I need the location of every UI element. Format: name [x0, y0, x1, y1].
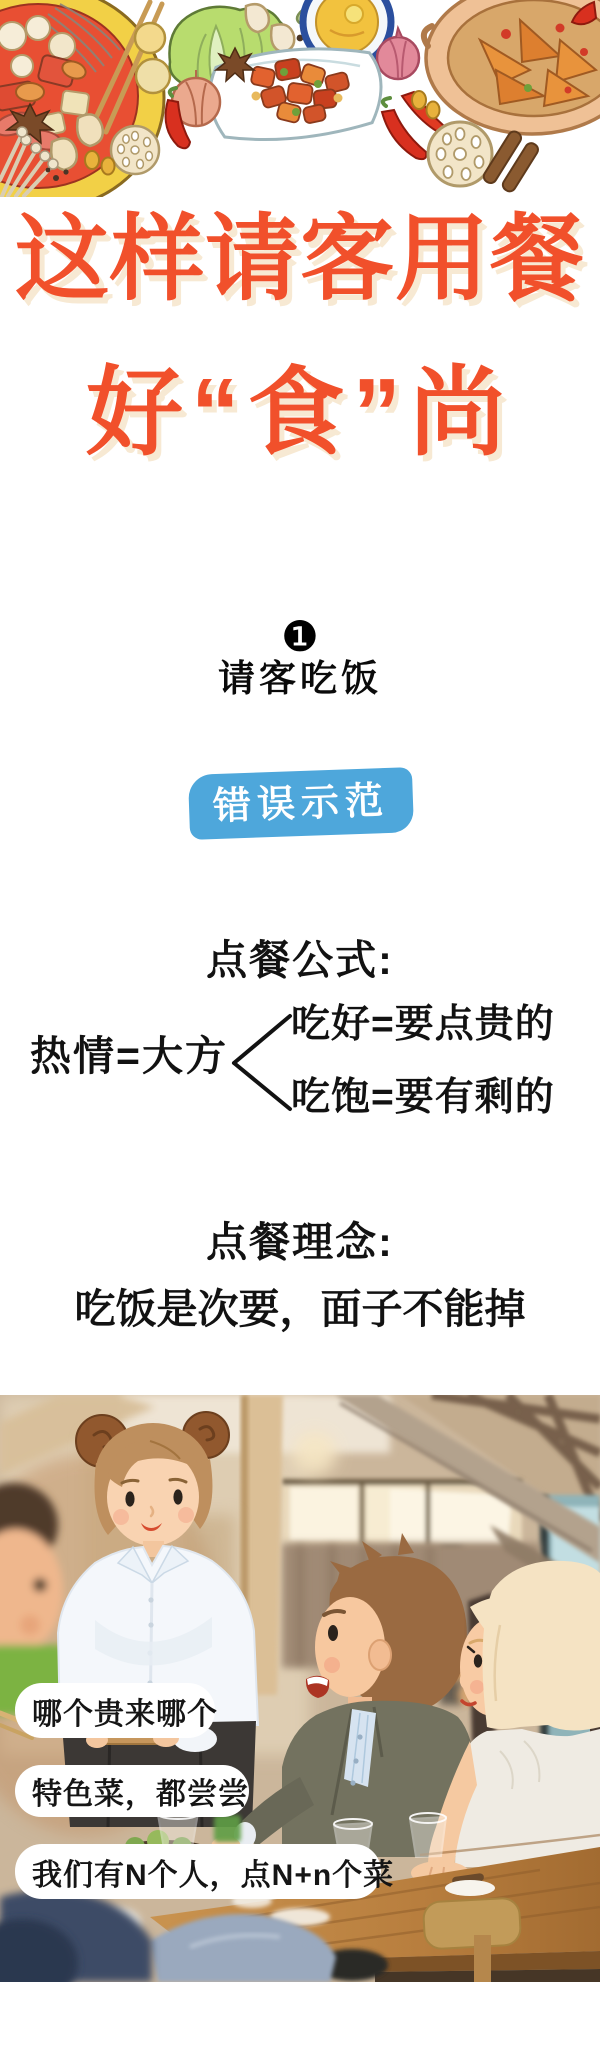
section-number-1-icon: ❶ — [281, 613, 319, 660]
speech-bubble-2 — [15, 1765, 249, 1817]
speech-bubble-3 — [15, 1844, 395, 1899]
formula-branch-bottom: 吃饱=要有剩的 — [291, 1076, 555, 1119]
concept-statement: 吃饭是次要，面子不能掉 — [74, 1286, 526, 1332]
speech-bubble-2-text: 特色菜，都尝尝 — [32, 1778, 249, 1811]
concept-heading: 点餐理念: — [206, 1219, 394, 1265]
formula-heading: 点餐公式: — [206, 937, 394, 983]
section-heading: 请客吃饭 — [218, 659, 382, 700]
main-title-line-1: 这样请客用餐 — [14, 206, 585, 311]
wrong-example-badge — [188, 767, 414, 840]
main-title-line-2: 好“食”尚 — [86, 358, 514, 467]
speech-bubble-1-text: 哪个贵来哪个 — [32, 1697, 218, 1731]
formula-premise: 热情=大方 — [30, 1033, 228, 1079]
speech-bubble-1 — [15, 1683, 218, 1738]
speech-bubble-3-text: 我们有N个人，点N+n个菜 — [32, 1858, 395, 1892]
food-banner-illustration — [0, 0, 600, 197]
formula-branch-lines — [226, 1006, 298, 1118]
formula-branch-top: 吃好=要点贵的 — [291, 1003, 555, 1046]
wrong-example-badge-label: 错误示范 — [212, 779, 390, 828]
